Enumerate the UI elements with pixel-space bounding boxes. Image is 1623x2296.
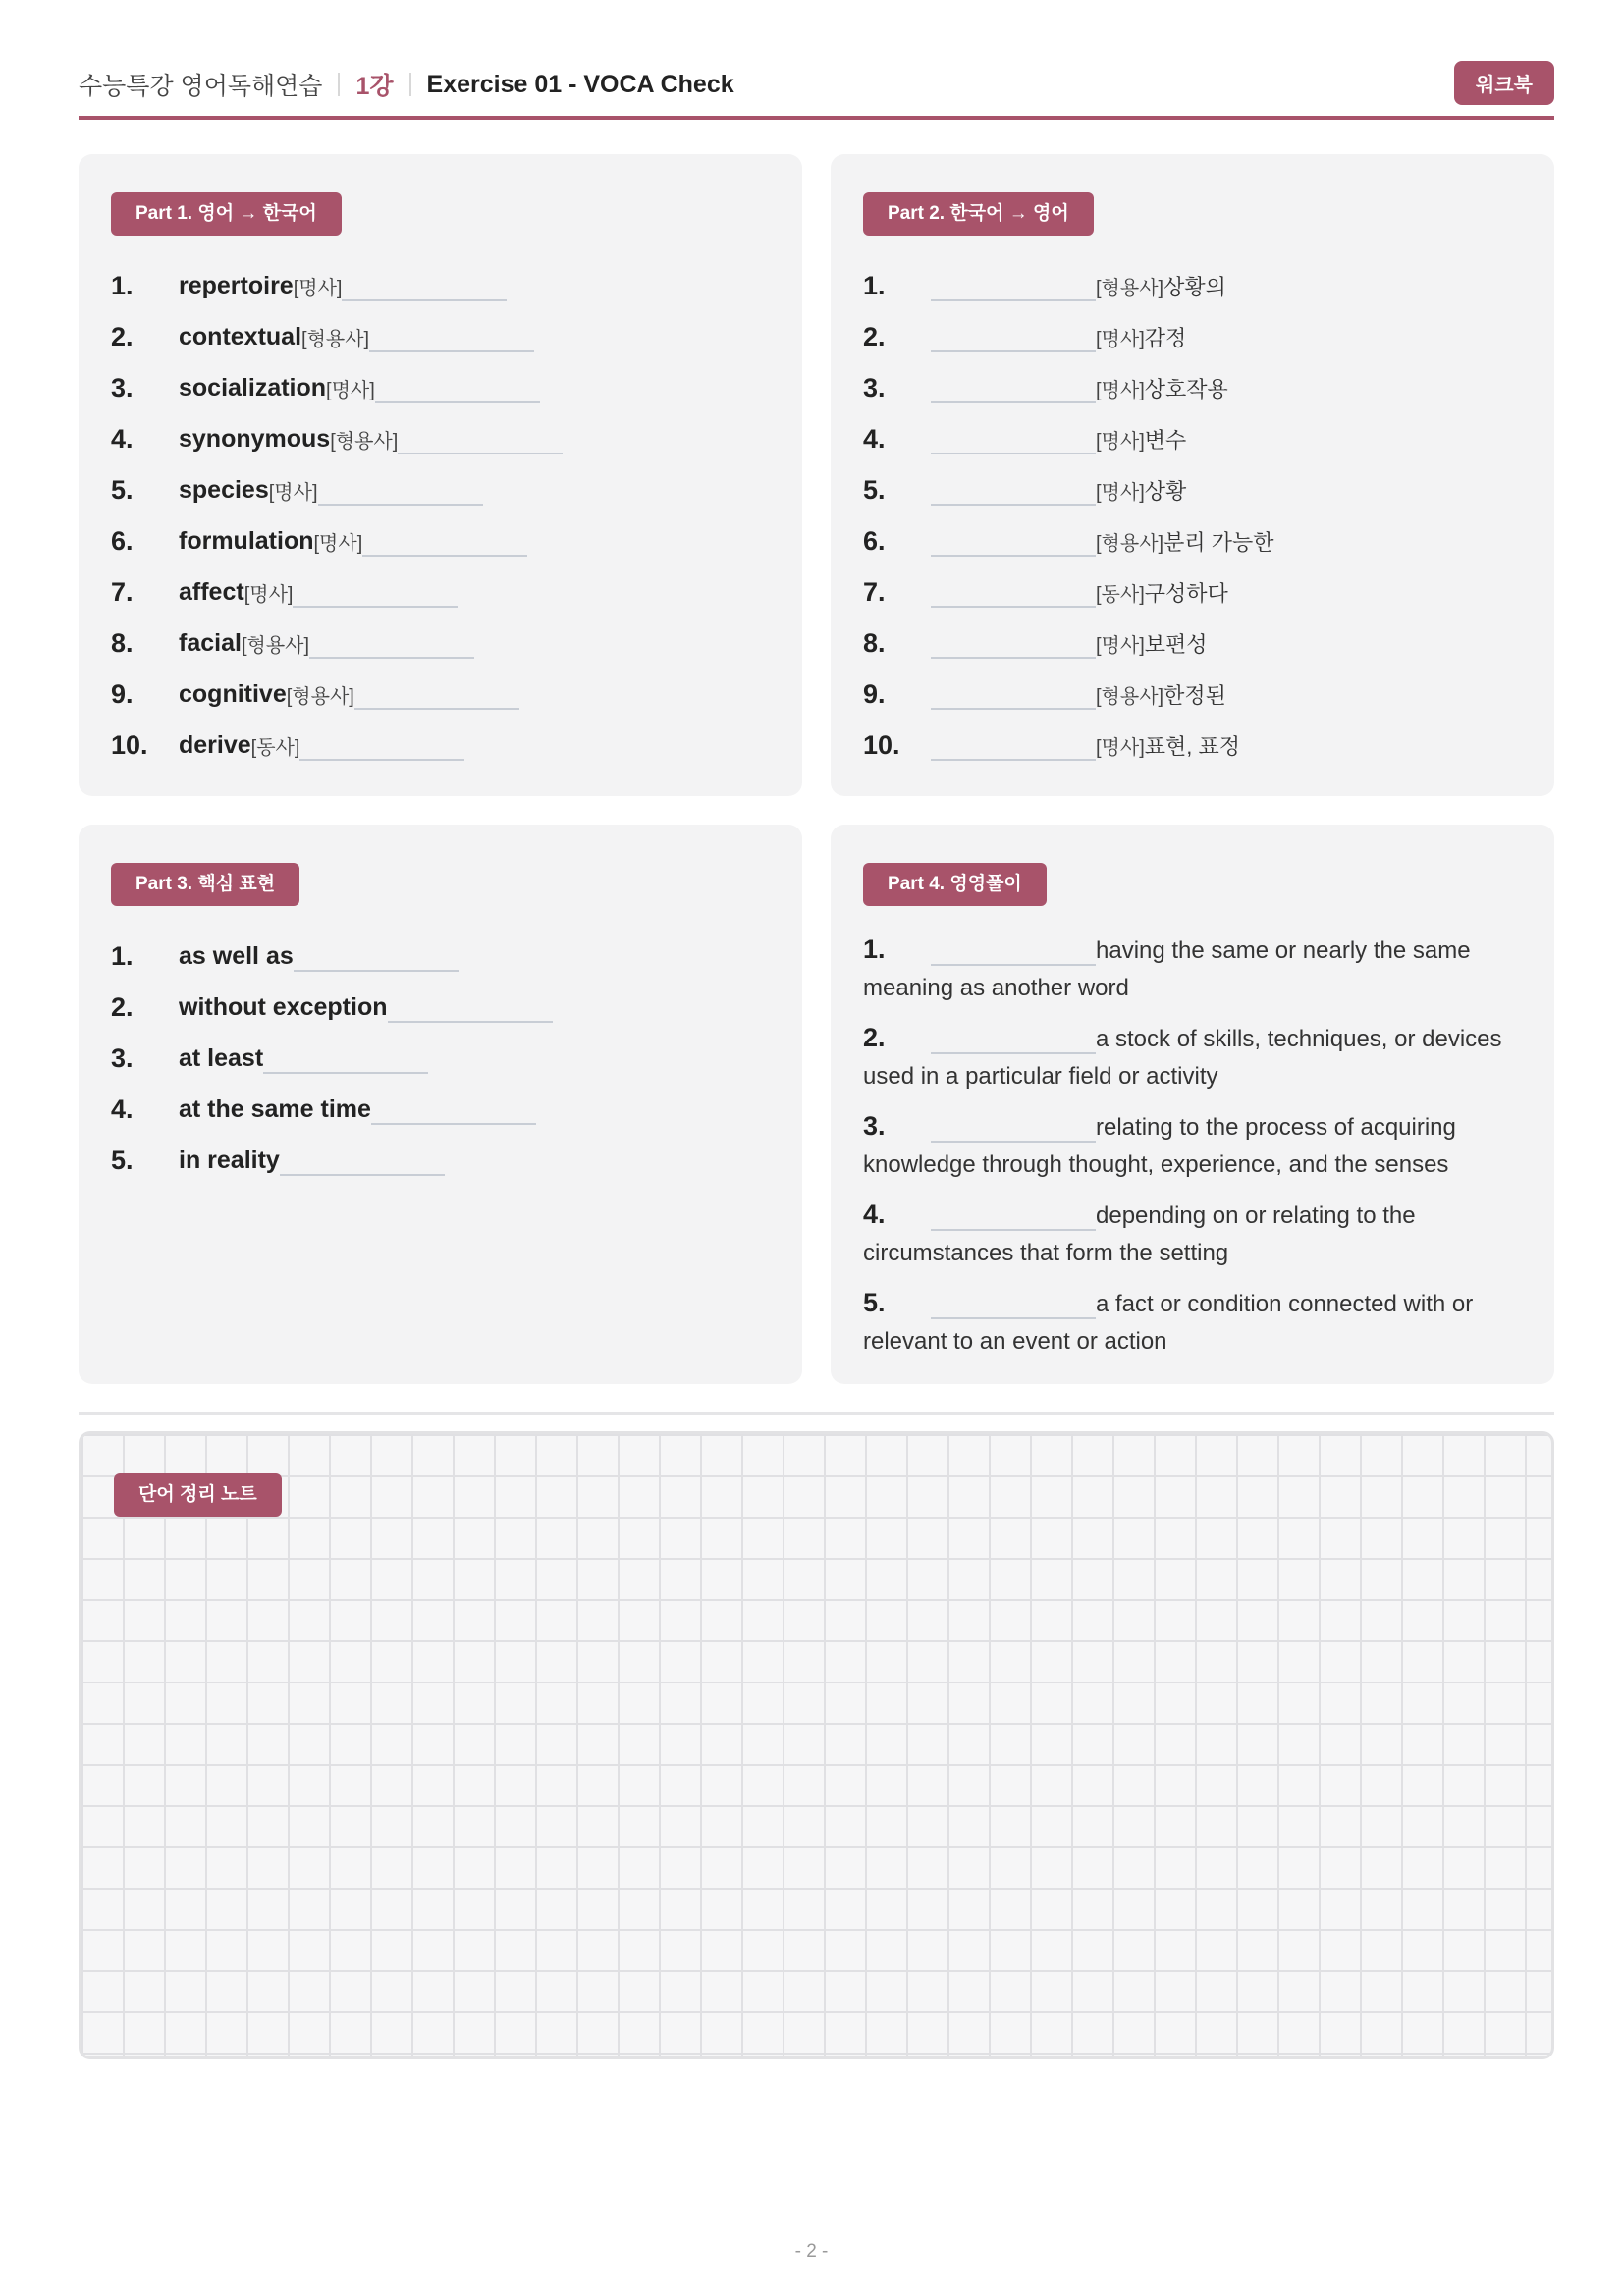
item-number: 6. (111, 525, 134, 556)
item-number: 3. (111, 372, 134, 402)
list-item (111, 566, 770, 617)
list-item (111, 464, 770, 515)
korean-meaning: 한정된 (1163, 682, 1226, 708)
answer-blank[interactable] (398, 427, 563, 454)
korean-meaning: 상호작용 (1144, 376, 1228, 401)
item-number: 6. (863, 525, 886, 556)
answer-blank[interactable] (299, 733, 464, 761)
workbook-badge: 워크북 (1454, 61, 1554, 105)
list-item (863, 1196, 1522, 1272)
answer-blank[interactable] (931, 274, 1096, 301)
list-item (863, 311, 1522, 362)
lesson-number: 1강 (355, 73, 394, 100)
answer-blank[interactable] (931, 325, 1096, 352)
answer-blank[interactable] (375, 376, 540, 403)
key-phrase: without exception (179, 992, 388, 1021)
item-number: 2. (111, 991, 134, 1022)
korean-meaning: 변수 (1144, 427, 1187, 453)
section-divider (79, 1412, 1554, 1415)
list-item (863, 413, 1522, 464)
list-item (111, 260, 770, 311)
answer-blank[interactable] (294, 944, 459, 972)
list-item (111, 668, 770, 720)
part-of-speech: [명사] (326, 379, 375, 401)
list-item (863, 720, 1522, 771)
part-of-speech: [명사] (313, 532, 363, 555)
answer-blank[interactable] (931, 376, 1096, 403)
part-of-speech: [형용사] (1096, 532, 1164, 555)
item-number: 4. (111, 1094, 134, 1124)
answer-blank[interactable] (931, 733, 1096, 761)
part-of-speech: [형용사] (301, 328, 370, 350)
header-divider (409, 73, 411, 96)
answer-blank[interactable] (362, 529, 527, 557)
answer-blank[interactable] (931, 427, 1096, 454)
list-item (863, 362, 1522, 413)
definition-text: a stock of skills, techniques, or devices used in a particular field or activity (863, 1026, 1502, 1090)
korean-meaning: 구성하다 (1144, 580, 1228, 606)
list-item (863, 1019, 1522, 1095)
item-number: 7. (111, 576, 134, 607)
part4-panel (831, 825, 1554, 1384)
list-item (111, 617, 770, 668)
item-number: 2. (863, 321, 886, 351)
item-number: 3. (863, 1111, 886, 1141)
item-number: 1. (863, 934, 886, 964)
part-of-speech: [명사] (1096, 634, 1145, 657)
part-of-speech: [형용사] (286, 685, 354, 708)
answer-blank[interactable] (263, 1046, 428, 1074)
item-number: 1. (863, 270, 886, 300)
header-divider (338, 73, 340, 96)
part-of-speech: [명사] (1096, 430, 1145, 453)
definition-text: relating to the process of acquiring knowledge through thought, experience, and the senses (863, 1114, 1456, 1178)
page-number: - 2 - (794, 2241, 829, 2262)
item-number: 10. (863, 729, 900, 760)
page-header (79, 61, 1554, 120)
part3-panel (79, 825, 802, 1384)
item-number: 5. (111, 474, 134, 505)
answer-blank[interactable] (931, 682, 1096, 710)
list-item (863, 260, 1522, 311)
korean-meaning: 보편성 (1144, 631, 1208, 657)
item-number: 4. (863, 423, 886, 454)
key-phrase: as well as (179, 941, 294, 970)
answer-blank[interactable] (931, 478, 1096, 506)
list-item (863, 515, 1522, 566)
part-of-speech: [동사] (250, 736, 300, 759)
part-of-speech: [동사] (1096, 583, 1145, 606)
part1-label: Part 1. 영어 → 한국어 (111, 192, 342, 236)
vocab-note-grid[interactable] (79, 1431, 1554, 2059)
list-item (111, 1084, 770, 1135)
list-item (863, 668, 1522, 720)
answer-blank[interactable] (354, 682, 519, 710)
vocab-word: formulation (179, 526, 314, 555)
definition-text: depending on or relating to the circumstances that form the setting (863, 1202, 1416, 1266)
list-item (863, 1284, 1522, 1361)
definition-text: having the same or nearly the same meaning as another word (863, 937, 1471, 1001)
answer-blank[interactable] (371, 1097, 536, 1125)
list-item (863, 566, 1522, 617)
item-number: 2. (111, 321, 134, 351)
answer-blank[interactable] (369, 325, 534, 352)
answer-blank[interactable] (293, 580, 458, 608)
list-item (111, 1033, 770, 1084)
list-item (111, 311, 770, 362)
answer-blank[interactable] (931, 1023, 1096, 1054)
part2-label: Part 2. 한국어 → 영어 (863, 192, 1094, 236)
list-item (111, 1135, 770, 1186)
vocab-word: affect (179, 577, 244, 606)
vocab-word: derive (179, 730, 251, 759)
part-of-speech: [형용사] (330, 430, 399, 453)
list-item (111, 362, 770, 413)
item-number: 8. (111, 627, 134, 658)
answer-blank[interactable] (931, 1288, 1096, 1319)
part-of-speech: [형용사] (241, 634, 310, 657)
answer-blank[interactable] (931, 1111, 1096, 1143)
item-number: 4. (863, 1200, 886, 1229)
item-number: 4. (111, 423, 134, 454)
part4-label: Part 4. 영영풀이 (863, 863, 1047, 906)
list-item (111, 982, 770, 1033)
item-number: 7. (863, 576, 886, 607)
part-of-speech: [명사] (1096, 481, 1145, 504)
part-of-speech: [명사] (268, 481, 318, 504)
answer-blank[interactable] (931, 529, 1096, 557)
definition-text: a fact or condition connected with or relevant to an event or action (863, 1291, 1474, 1355)
part2-list (863, 260, 1522, 771)
answer-blank[interactable] (280, 1148, 445, 1176)
part-of-speech: [명사] (1096, 736, 1145, 759)
key-phrase: at least (179, 1043, 264, 1072)
answer-blank[interactable] (931, 1200, 1096, 1231)
series-title: 수능특강 영어독해연습 (79, 73, 323, 100)
vocab-word: repertoire (179, 271, 294, 299)
answer-blank[interactable] (309, 631, 474, 659)
list-item (863, 931, 1522, 1007)
item-number: 3. (863, 372, 886, 402)
list-item (863, 617, 1522, 668)
list-item (111, 720, 770, 771)
korean-meaning: 분리 가능한 (1163, 529, 1274, 555)
korean-meaning: 상황 (1144, 478, 1187, 504)
list-item (111, 931, 770, 982)
item-number: 8. (863, 627, 886, 658)
part1-list (111, 260, 770, 771)
item-number: 2. (863, 1023, 886, 1052)
part-of-speech: [형용사] (1096, 277, 1164, 299)
list-item (111, 413, 770, 464)
vocab-word: facial (179, 628, 242, 657)
part3-label: Part 3. 핵심 표현 (111, 863, 299, 906)
part4-list (863, 931, 1522, 1372)
exercise-title: Exercise 01 - VOCA Check (426, 70, 734, 98)
korean-meaning: 상황의 (1163, 274, 1226, 299)
part-of-speech: [명사] (293, 277, 343, 299)
part3-list (111, 931, 770, 1186)
part-of-speech: [명사] (1096, 379, 1145, 401)
item-number: 1. (111, 940, 134, 971)
answer-blank[interactable] (931, 631, 1096, 659)
item-number: 9. (863, 678, 886, 709)
answer-blank[interactable] (931, 580, 1096, 608)
answer-blank[interactable] (318, 478, 483, 506)
korean-meaning: 표현, 표정 (1144, 733, 1240, 759)
list-item (863, 1107, 1522, 1184)
key-phrase: at the same time (179, 1095, 371, 1123)
item-number: 5. (111, 1145, 134, 1175)
header-left (79, 67, 734, 102)
item-number: 5. (863, 474, 886, 505)
key-phrase: in reality (179, 1146, 280, 1174)
vocab-word: contextual (179, 322, 302, 350)
part1-panel (79, 154, 802, 796)
item-number: 9. (111, 678, 134, 709)
item-number: 1. (111, 270, 134, 300)
list-item (863, 464, 1522, 515)
vocab-word: cognitive (179, 679, 287, 708)
part-of-speech: [형용사] (1096, 685, 1164, 708)
item-number: 10. (111, 729, 148, 760)
item-number: 3. (111, 1042, 134, 1073)
part-of-speech: [명사] (243, 583, 294, 606)
korean-meaning: 감정 (1144, 325, 1187, 350)
item-number: 5. (863, 1288, 886, 1317)
part2-panel (831, 154, 1554, 796)
vocab-word: species (179, 475, 269, 504)
answer-blank[interactable] (342, 274, 507, 301)
vocab-word: socialization (179, 373, 327, 401)
note-label: 단어 정리 노트 (114, 1473, 282, 1517)
vocab-word: synonymous (179, 424, 331, 453)
answer-blank[interactable] (388, 995, 553, 1023)
list-item (111, 515, 770, 566)
answer-blank[interactable] (931, 934, 1096, 966)
part-of-speech: [명사] (1096, 328, 1145, 350)
